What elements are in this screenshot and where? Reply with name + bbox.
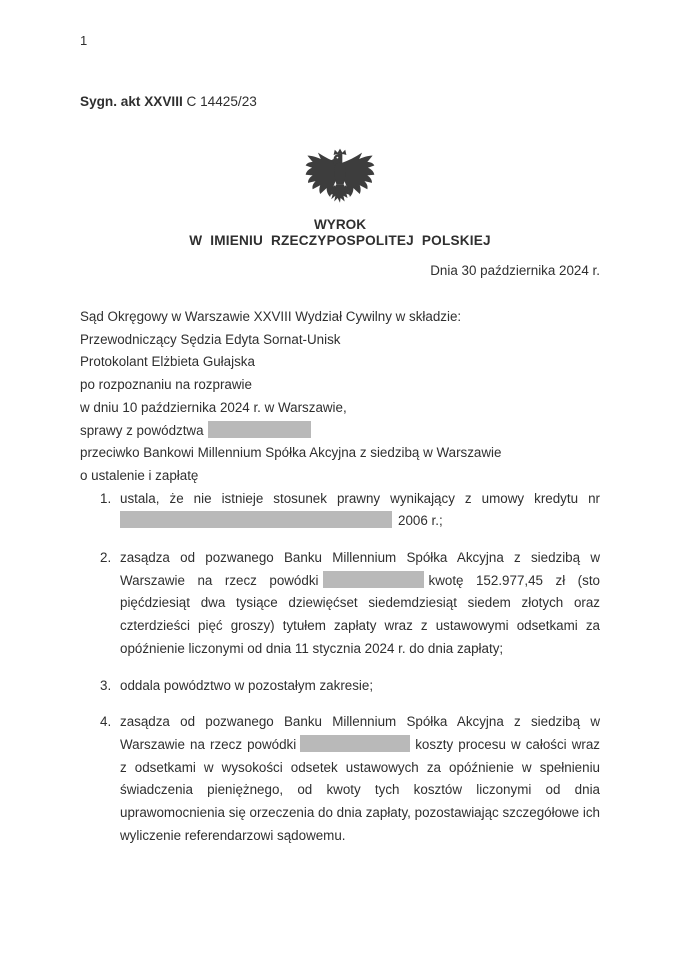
court-composition-line: Sąd Okręgowy w Warszawie XXVIII Wydział Cywilny w składzie:	[80, 309, 462, 324]
case-reference-rest: C 14425/23	[182, 94, 257, 109]
ruling-item-4	[80, 711, 600, 847]
ruling-text: kwotę 152.977,45 zł (sto pięćdziesiąt dwa tysiące dziewięćset siedemdziesiąt siedem złotych oraz czterdzieści pięć groszy) tytułem zapłaty wraz z ustawowymi odsetkami za opóźnienie liczonymi od dnia 11 stycznia 2024 r. do dnia zapłaty;	[120, 572, 600, 656]
judgment-title-block	[0, 217, 680, 249]
ruling-number: 3.	[100, 677, 112, 693]
page-number: 1	[80, 33, 88, 48]
ruling-item-3	[80, 675, 600, 698]
plaintiff-prefix: sprawy z powództwa	[80, 422, 204, 438]
ruling-text: zasądza od pozwanego Banku Millennium Spółka Akcyjna z siedzibą w Warszawie na rzecz powódki	[120, 714, 600, 752]
case-reference	[80, 94, 257, 109]
ruling-number: 1.	[100, 490, 112, 506]
ruling-text: 2006 r.;	[398, 513, 443, 529]
ruling-item-2	[80, 547, 600, 661]
judgment-date: Dnia 30 października 2024 r.	[430, 263, 600, 278]
judgment-body	[80, 306, 600, 861]
ruling-number: 2.	[100, 550, 112, 566]
ruling-item-1	[80, 488, 600, 533]
plaintiff-line	[80, 420, 600, 443]
polish-eagle-emblem	[0, 148, 680, 215]
ruling-text: oddala powództwo w pozostałym zakresie;	[120, 677, 374, 693]
redaction-box	[120, 511, 392, 528]
redaction-box	[208, 421, 311, 438]
rulings-list	[80, 488, 600, 848]
redaction-box	[300, 735, 410, 752]
redaction-box	[323, 571, 424, 588]
hearing-line: po rozpoznaniu na rozprawie	[80, 377, 252, 393]
judgment-title: WYROK	[313, 217, 367, 232]
defendant-line: przeciwko Bankowi Millennium Spółka Akcyjna z siedzibą w Warszawie	[80, 445, 502, 461]
judgment-subtitle: W IMIENIU RZECZYPOSPOLITEJ POLSKIEJ	[189, 233, 491, 248]
ruling-text: ustala, że nie istnieje stosunek prawny wynikający z umowy kredytu nr	[120, 490, 600, 506]
hearing-date-line: w dniu 10 października 2024 r. w Warszawie,	[80, 399, 347, 415]
presiding-judge-line: Przewodniczący Sędzia Edyta Sornat-Unisk	[80, 331, 341, 347]
ruling-text: zasądza od pozwanego Banku Millennium Spółka Akcyjna z siedzibą w Warszawie na rzecz powódki	[120, 550, 600, 588]
ruling-text: koszty procesu w całości wraz z odsetkami w wysokości odsetek ustawowych za opóźnienie w spełnieniu świadczenia pieniężnego, od kwoty tych kosztów liczonymi od dnia uprawomocnienia się orzeczenia do dnia zapłaty, pozostawiając szczegółowe ich wyliczenie referendarzowi sądowemu.	[120, 736, 601, 843]
clerk-line: Protokolant Elżbieta Gułajska	[80, 354, 255, 370]
ruling-number: 4.	[100, 714, 112, 730]
case-reference-bold: Sygn. akt XXVIII	[80, 94, 183, 109]
case-subject-line: o ustalenie i zapłatę	[80, 467, 199, 483]
